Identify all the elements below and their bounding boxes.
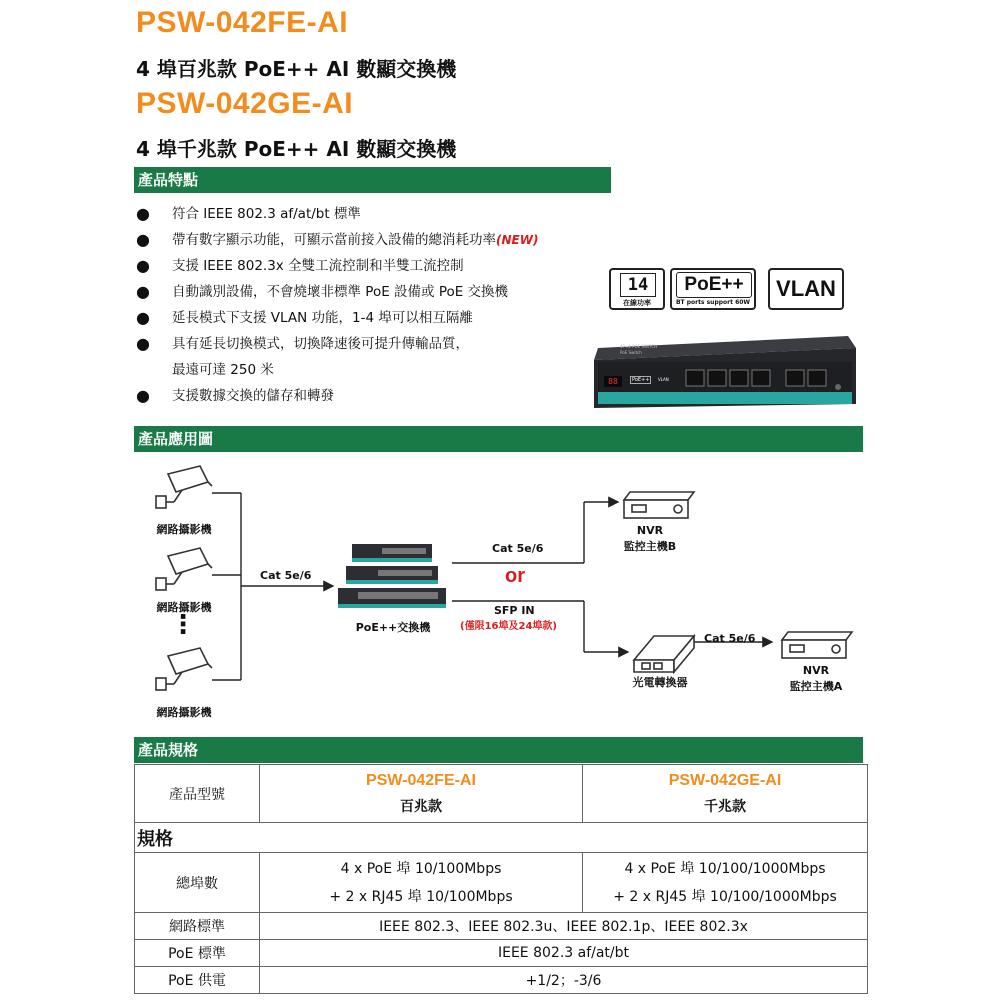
table-row xyxy=(135,913,868,940)
media-converter-icon xyxy=(634,636,694,672)
camera-icon xyxy=(156,466,212,508)
table-row xyxy=(135,853,868,913)
bullet-icon: ● xyxy=(136,334,150,353)
net-std-label: 網路標準 xyxy=(135,913,260,940)
feature-item: ● 符合 IEEE 802.3 af/at/bt 標準 xyxy=(136,204,361,223)
camera-label: 網路攝影機 xyxy=(156,523,212,536)
poe-power-value: +1/2；-3/6 xyxy=(260,967,868,994)
more-cameras-dots: ⋮ xyxy=(170,610,196,640)
poe-badge: PoE++ BT ports support 60W xyxy=(670,268,756,310)
ports-label: 總埠數 xyxy=(135,853,260,913)
vlan-badge: VLAN xyxy=(768,268,844,310)
application-diagram xyxy=(134,460,874,730)
poe-power-label: PoE 供電 xyxy=(135,967,260,994)
feature-item: ● 支援 IEEE 802.3x 全雙工流控制和半雙工流控制 xyxy=(136,256,464,275)
features-section-bar: 產品特點 xyxy=(134,167,611,193)
spec-section-label: 規格 xyxy=(135,823,868,853)
or-text: or xyxy=(505,565,525,587)
cable-label-right: Cat 5e/6 xyxy=(704,632,756,645)
model-row-label: 產品型號 xyxy=(135,765,260,823)
switch-product-image: 4P+2 POE SWITCH PoE Switch 88 PoE++ VLAN xyxy=(590,332,858,410)
model-title-fe: PSW-042FE-AI xyxy=(136,6,349,39)
bullet-icon: ● xyxy=(136,282,150,301)
nvr-b-label: NVR xyxy=(636,524,664,537)
ports-a-cell: 4 x PoE 埠 10/100Mbps + 2 x RJ45 埠 10/100Mbps xyxy=(260,853,583,913)
feature-item-continued: 最遠可達 250 米 xyxy=(172,362,274,378)
switch-label: PoE++交換機 xyxy=(355,621,431,634)
feature-item: ● 延長模式下支援 VLAN 功能，1-4 埠可以相互隔離 xyxy=(136,308,473,327)
poe-std-value: IEEE 802.3 af/at/bt xyxy=(260,940,868,967)
nvr-a-sub: 監控主機A xyxy=(789,680,843,693)
power-display-badge: 14 在線功率 xyxy=(609,268,665,310)
bullet-icon: ● xyxy=(136,386,150,405)
model-subtitle-ge: 4 埠千兆款 PoE++ AI 數顯交換機 xyxy=(136,137,457,161)
cable-label-left: Cat 5e/6 xyxy=(260,569,312,582)
bullet-icon: ● xyxy=(136,230,150,249)
bullet-icon: ● xyxy=(136,256,150,275)
bullet-icon: ● xyxy=(136,308,150,327)
ports-b-cell: 4 x PoE 埠 10/100/1000Mbps + 2 x RJ45 埠 10/100/1000Mbps xyxy=(583,853,868,913)
sfp-note: (僅限16埠及24埠款) xyxy=(460,621,557,632)
camera-icon xyxy=(156,648,212,690)
camera-label: 網路攝影機 xyxy=(156,601,212,614)
net-std-value: IEEE 802.3、IEEE 802.3u、IEEE 802.1p、IEEE 802.3x xyxy=(260,913,868,940)
nvr-a-icon xyxy=(782,632,852,658)
bullet-icon: ● xyxy=(136,204,150,223)
feature-item: ● 帶有數字顯示功能，可顯示當前接入設備的總消耗功率(NEW) xyxy=(136,230,539,249)
nvr-b-sub: 監控主機B xyxy=(623,540,677,553)
new-tag: (NEW) xyxy=(496,233,539,247)
specs-section-bar: 產品規格 xyxy=(134,737,863,763)
feature-item: ● 具有延長切換模式，切換降速後可提升傳輸品質， xyxy=(136,334,469,353)
feature-item: ● 自動識別設備，不會燒壞非標準 PoE 設備或 PoE 交換機 xyxy=(136,282,509,301)
table-row xyxy=(135,765,868,823)
model-title-ge: PSW-042GE-AI xyxy=(136,87,354,120)
application-section-bar: 產品應用圖 xyxy=(134,426,863,452)
model-b-cell: PSW-042GE-AI 千兆款 xyxy=(583,765,868,823)
table-row xyxy=(135,823,868,853)
model-a-cell: PSW-042FE-AI 百兆款 xyxy=(260,765,583,823)
feature-item: ● 支援數據交換的儲存和轉發 xyxy=(136,386,334,405)
camera-label: 網路攝影機 xyxy=(156,706,212,719)
digit-display-icon: 14 xyxy=(620,273,656,297)
switch-stack-icon xyxy=(338,544,446,608)
table-row xyxy=(135,940,868,967)
converter-label: 光電轉換器 xyxy=(632,676,688,689)
poe-std-label: PoE 標準 xyxy=(135,940,260,967)
cable-label-top: Cat 5e/6 xyxy=(492,542,544,555)
spec-table xyxy=(134,764,868,994)
nvr-b-icon xyxy=(624,492,694,518)
nvr-a-label: NVR xyxy=(802,664,830,677)
table-row xyxy=(135,967,868,994)
sfp-label: SFP IN xyxy=(494,604,535,617)
features-list xyxy=(136,204,606,412)
model-subtitle-fe: 4 埠百兆款 PoE++ AI 數顯交換機 xyxy=(136,57,457,81)
camera-icon xyxy=(156,548,212,590)
